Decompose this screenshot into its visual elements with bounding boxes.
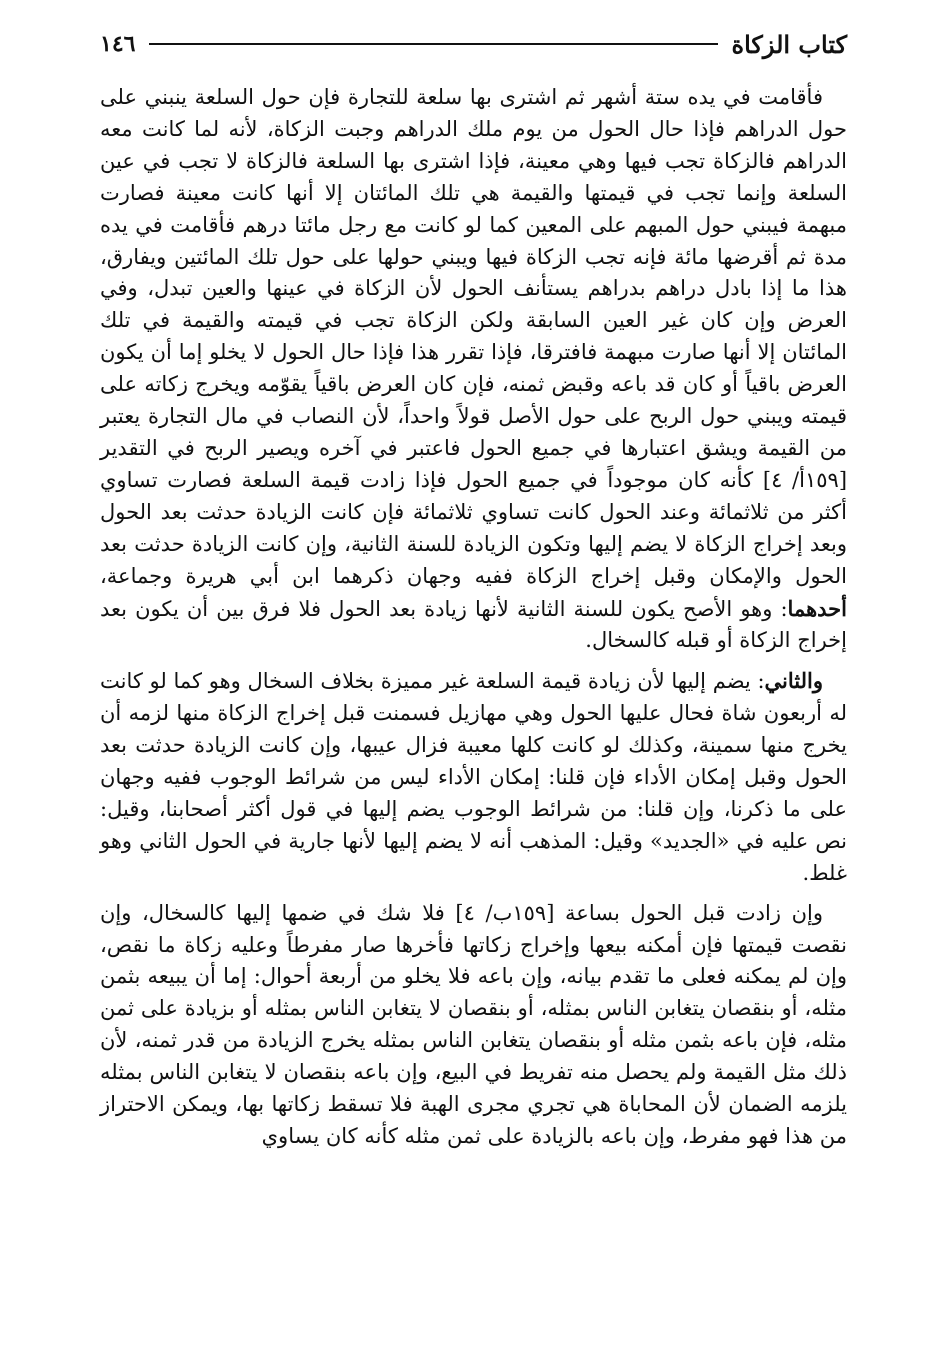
paragraph-text-continued: : وهو الأصح يكون للسنة الثانية لأنها زيادة بعد الحول فلا فرق بين أن يكون بعد إخراج الزكاة أو قبله كالسخال.: [100, 596, 847, 653]
paragraph-3: [100, 898, 847, 1153]
paragraph-2: [100, 665, 847, 889]
header-rule: [149, 43, 717, 45]
bold-term-wal-thani: والثاني: [764, 668, 823, 694]
paragraph-text: وإن زادت قبل الحول بساعة [١٥٩ب/ ٤] فلا شك في ضمها إليها كالسخال، وإن نقصت قيمتها فإن أمكنه بيعها وإخراج زكاتها فأخرها صار مفرطاً وعليه زكاة ما نقص، وإن لم يمكنه فعلى ما تقدم بيانه، وإن باعه فلا يخلو من أربعة أحوال: إما أن يبيعه بثمن مثله، أو بنقصان يتغابن الناس بمثله، أو بنقصان لا يتغابن الناس بمثله أو بزيادة على ثمن مثله، فإن باعه بثمن مثله أو بنقصان يتغابن الناس بمثله يخرج الزيادة من قدر ثمنه، لأن ذلك مثل القيمة ولم يحصل منه تفريط في البيع، وإن باعه بنقصان لا يتغابن الناس بمثله يلزمه الضمان لأن المحاباة هي تجري مجرى الهبة فلا تسقط زكاتها بها، ويمكن الاحتراز من هذا فهو مفرط، وإن باعه بالزيادة على ثمن مثله كأنه كان يساوي: [100, 900, 847, 1148]
paragraph-text: : يضم إليها لأن زيادة قيمة السلعة غير مميزة بخلاف السخال وهو كما لو كانت له أربعون شاة فحال عليها الحول وهي مهازيل فسمنت قبل إخراج الزكاة منها لزمه أن يخرج منها سمينة، وكذلك لو كانت كلها معيبة فزال عيبها، وإن كانت الزيادة حدثت بعد الحول وقبل إمكان الأداء فإن قلنا: إمكان الأداء ليس من شرائط الوجوب ففيه وجهان على ما ذكرنا، وإن قلنا: من شرائط الوجوب يضم إليها في قول أكثر أصحابنا، وقيل: نص عليه في «الجديد» وقيل: المذهب أنه لا يضم إليها لأنها جارية في الحول الثاني وهو غلط.: [100, 669, 847, 885]
page-number: ١٤٦: [100, 31, 136, 57]
running-title: كتاب الزكاة: [731, 29, 847, 59]
page-header: [100, 24, 847, 64]
paragraph-1: [100, 82, 847, 657]
paragraph-text: فأقامت في يده ستة أشهر ثم اشترى بها سلعة للتجارة فإن حول السلعة ينبني على حول الدراهم فإذا حال الحول من يوم ملك الدراهم وجبت الزكاة، لأنه لما كانت معه الدراهم فالزكاة تجب فيها وهي معينة، فإذا اشترى بها السلعة فالزكاة لا تجب في عين السلعة وإنما تجب في قيمتها والقيمة هي تلك المائتان إلا أنها كانت معينة فصارت مبهمة فيبني حول المبهم على المعين كما لو كانت مع رجل مائتا درهم فأقامت في يده مدة ثم أقرضها مائة فإنه تجب الزكاة فيها ويبني حولها على حول تلك المائتين ويفارق، هذا ما إذا بادل دراهم بدراهم يستأنف الحول لأن الزكاة في عينها والعين تبدل، وفي العرض وإن كان غير العين السابقة ولكن الزكاة تجب في قيمته والقيمة في تلك المائتان إلا أنها صارت مبهمة فافترقا، فإذا تقرر هذا فإذا حال الحول لا يخلو إما أن يكون العرض باقياً أو كان قد باعه وقبض ثمنه، فإن كان العرض باقياً يقوّمه ويخرج زكاته على قيمته ويبني حول الربح على حول الأصل قولاً واحداً، لأن النصاب في مال التجارة يعتبر من القيمة ويشق اعتبارها في جميع الحول فاعتبر في آخره ويصير الربح في التقدير [١٥٩أ/ ٤] كأنه كان موجوداً في جميع الحول فإذا زادت قيمة السلعة فصارت تساوي أكثر من ثلاثمائة وعند الحول كانت تساوي ثلاثمائة فإن كانت الزيادة حدثت بعد الحول وبعد إخراج الزكاة لا يضم إليها وتكون الزيادة للسنة الثانية، وإن كانت الزيادة حدثت بعد الحول والإمكان وقبل إخراج الزكاة ففيه وجهان ذكرهما ابن أبي هريرة وجماعة،: [100, 85, 848, 588]
page-body: [100, 82, 847, 1153]
bold-term-ahaduhuma: أحدهما: [787, 595, 847, 621]
